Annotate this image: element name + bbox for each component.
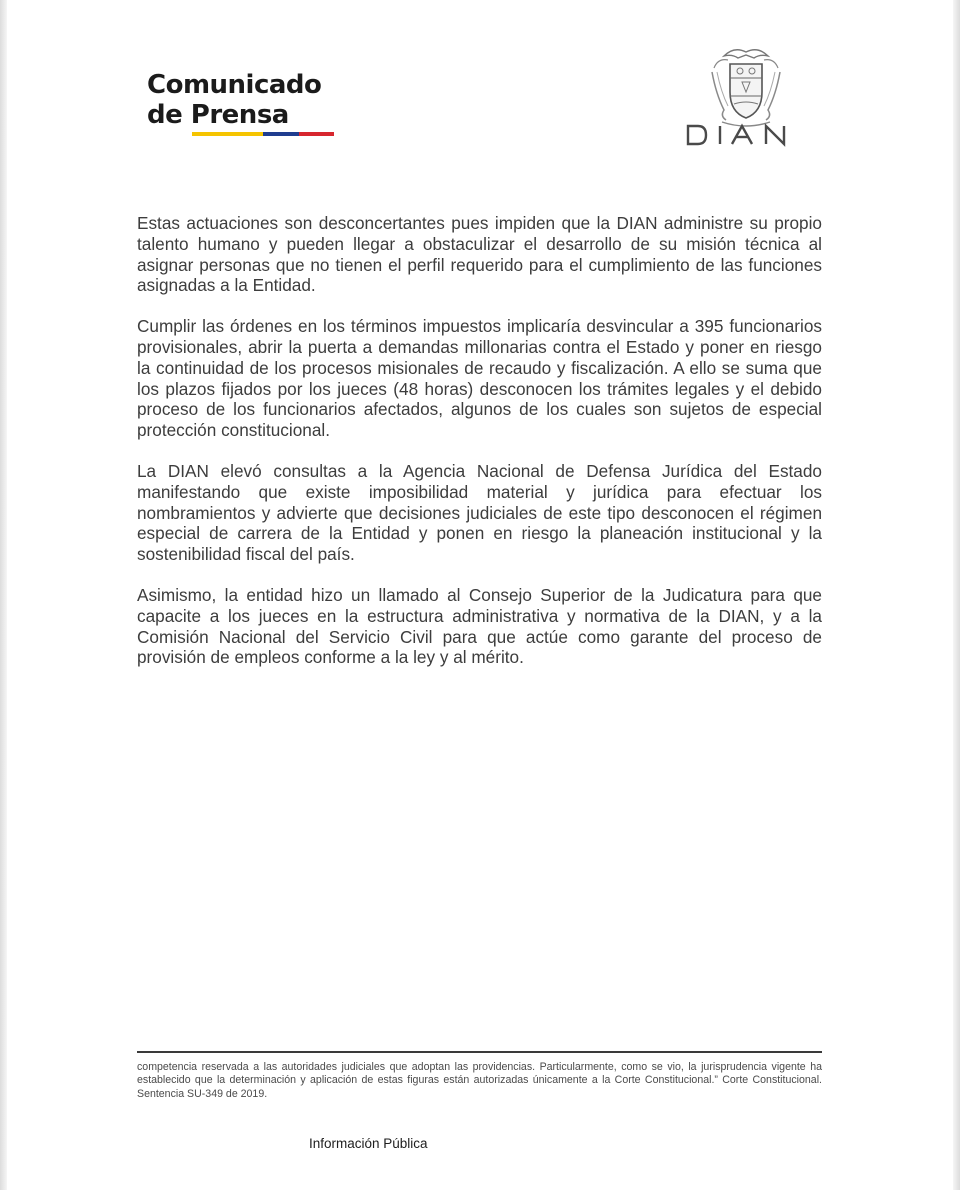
body-paragraph-4: Asimismo, la entidad hizo un llamado al Consejo Superior de la Judicatura para que capacite a los jueces en la estructura administrativa y normativa de la DIAN, y a la Comisión Nacional del Servicio Civil para que actúe como garante del proceso de provisión de empleos conforme a la ley y al mérito. — [137, 584, 822, 668]
coat-of-arms-icon — [684, 42, 808, 150]
stripe-segment — [192, 132, 263, 136]
classification-label: Información Pública — [309, 1136, 428, 1151]
page-edge-left — [0, 0, 7, 1190]
body-paragraph-2: Cumplir las órdenes en los términos impuestos implicaría desvincular a 395 funcionarios provisionales, abrir la puerta a demandas millonarias contra el Estado y poner en riesgo la continuidad de los procesos misionales de recaudo y fiscalización. A ello se suma que los plazos fijados por los jueces (48 horas) desconocen los trámites legales y el debido proceso de los funcionarios afectados, algunos de los cuales son sujetos de especial protección constitucional. — [137, 316, 822, 441]
stripe-segment — [263, 132, 299, 136]
press-release-body — [137, 213, 822, 688]
footnote-divider — [137, 1051, 822, 1053]
press-release-title — [147, 70, 334, 136]
dian-logo — [684, 42, 808, 150]
flag-color-stripe — [192, 132, 334, 136]
title-line-2: de Prensa — [147, 100, 289, 130]
page-edge-right — [953, 0, 960, 1190]
body-paragraph-3: La DIAN elevó consultas a la Agencia Nacional de Defensa Jurídica del Estado manifestando que existe imposibilidad material y jurídica para efectuar los nombramientos y advierte que decisiones judiciales de este tipo desconocen el régimen especial de carrera de la Entidad y ponen en riesgo la planeación institucional y la sostenibilidad fiscal del país. — [137, 460, 822, 565]
footnote-text: competencia reservada a las autoridades judiciales que adoptan las providencias. Particularmente, como se vio, la jurisprudencia vigente ha establecido que la determinación y aplicación de estas figuras están autorizadas únicamente a la Corte Constitucional.” Corte Constitucional. Sentencia SU-349 de 2019. — [137, 1061, 822, 1100]
body-paragraph-1: Estas actuaciones son desconcertantes pues impiden que la DIAN administre su propio talento humano y pueden llegar a obstaculizar el desarrollo de su misión técnica al asignar personas que no tienen el perfil requerido para el cumplimiento de las funciones asignadas a la Entidad. — [137, 213, 822, 296]
title-line-1: Comunicado — [147, 70, 322, 100]
stripe-segment — [299, 132, 335, 136]
